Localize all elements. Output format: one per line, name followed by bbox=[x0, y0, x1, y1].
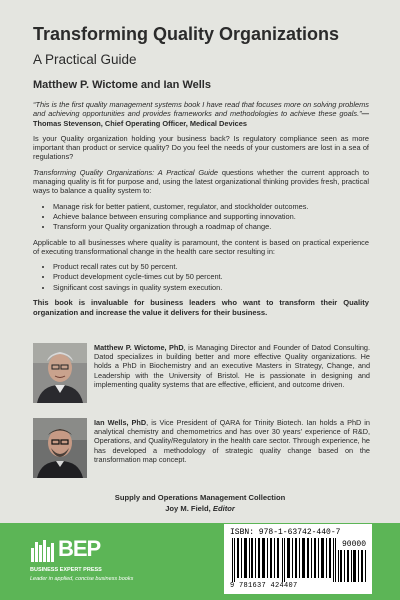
applicable-paragraph: Applicable to all businesses where quality is paramount, the content is based on practical experience of executing transformational change in the health care sector resulting in: bbox=[33, 237, 369, 256]
list-item: • Manage risk for better patient, customer, regulator, and stockholder outcomes. bbox=[53, 202, 369, 211]
collection-name: Supply and Operations Management Collection bbox=[114, 493, 286, 502]
bio-name: Matthew P. Wictome, PhD bbox=[94, 343, 184, 352]
bio-description: , is Managing Director and Founder of Datod Consulting. Datod specializes in building better and more effective Quality organizations. He holds a PhD in Biochemistry and an executive Masters in Strategy, Change, and Leadership with the University of Bristol. He is passionate in designing and implementing quality systems that are effective, efficient, and outcome driven. bbox=[94, 343, 371, 389]
list-item: • Achieve balance between ensuring compliance and supporting innovation. bbox=[53, 212, 369, 221]
endorsement-quote bbox=[33, 100, 369, 128]
ean-digits: 9 781637 424407 bbox=[230, 582, 298, 590]
blurb bbox=[33, 100, 369, 323]
publisher-logo bbox=[30, 534, 150, 594]
author-photo-wells bbox=[33, 418, 87, 478]
emphasis-statement: This book is invaluable for business leaders who want to transform their Quality organization and increase the value it delivers for their business. bbox=[33, 298, 369, 317]
publisher-name: BUSINESS EXPERT PRESS bbox=[30, 567, 102, 573]
book-description-text: questions whether the current approach to managing quality is fit for purpose and, using the latest organizational thinking provides fresh, practical ways to balance a quality system to: bbox=[33, 167, 369, 196]
editor-role: Editor bbox=[212, 504, 235, 513]
list-item: • Significant cost savings in quality system execution. bbox=[53, 283, 369, 292]
isbn-barcode bbox=[224, 524, 372, 594]
bio-text-wells bbox=[94, 418, 370, 464]
price-code: 90000 bbox=[341, 540, 366, 549]
bio-description: , is Vice President of QARA for Trinity Biotech. Ian holds a PhD in analytical chemistry and chemometrics and has over 30 years’ experience of R&D, Operations, and Quality/Regulatory in the health care sector. Through experience, he has developed a methodology of strategic quality change based on the transformation map concept. bbox=[94, 418, 370, 464]
price-barcode-bars bbox=[338, 550, 366, 582]
bio-name: Ian Wells, PhD bbox=[94, 418, 147, 427]
collection-editor bbox=[70, 504, 330, 513]
quote-text: “This is the first quality management systems book I have read that focuses more on solving problems and achieving opportunities and provides frameworks and methodologies to achieve these goals.” bbox=[33, 100, 369, 119]
list-item: • Product recall rates cut by 50 percent. bbox=[53, 262, 369, 271]
bookshelf-icon bbox=[30, 538, 56, 564]
author-photo-wictome bbox=[33, 343, 87, 403]
author-bio-1 bbox=[33, 343, 369, 407]
isbn-label: ISBN: 978-1-63742-440-7 bbox=[230, 528, 341, 537]
book-authors: Matthew P. Wictome and Ian Wells bbox=[33, 79, 211, 91]
publisher-tagline: Leader in applied, concise business books bbox=[30, 576, 134, 582]
publisher-logo-text: BEP bbox=[58, 536, 101, 561]
book-title: Transforming Quality Organizations bbox=[33, 24, 340, 44]
quote-attribution: —Thomas Stevenson, Chief Operating Officer, Medical Devices bbox=[33, 109, 369, 128]
author-bio-2 bbox=[33, 418, 369, 482]
list-item: • Transform your Quality organization through a roadmap of change. bbox=[53, 222, 369, 231]
benefit-list bbox=[33, 202, 369, 232]
ean-barcode-bars bbox=[232, 538, 336, 582]
intro-questions: Is your Quality organization holding your business back? Is regulatory compliance seen as more important than product or service quality? Do you feel the needs of your customers are lost in a sea of regulations? bbox=[33, 133, 369, 162]
book-description bbox=[33, 168, 369, 196]
editor-name: Joy M. Field, bbox=[165, 504, 213, 513]
book-title-italic: Transforming Quality Organizations: A Practical Guide bbox=[33, 167, 219, 177]
list-item: • Product development cycle-times cut by 50 percent. bbox=[53, 272, 369, 281]
book-subtitle: A Practical Guide bbox=[33, 52, 137, 67]
bio-text-wictome bbox=[94, 343, 370, 389]
results-list bbox=[33, 262, 369, 292]
